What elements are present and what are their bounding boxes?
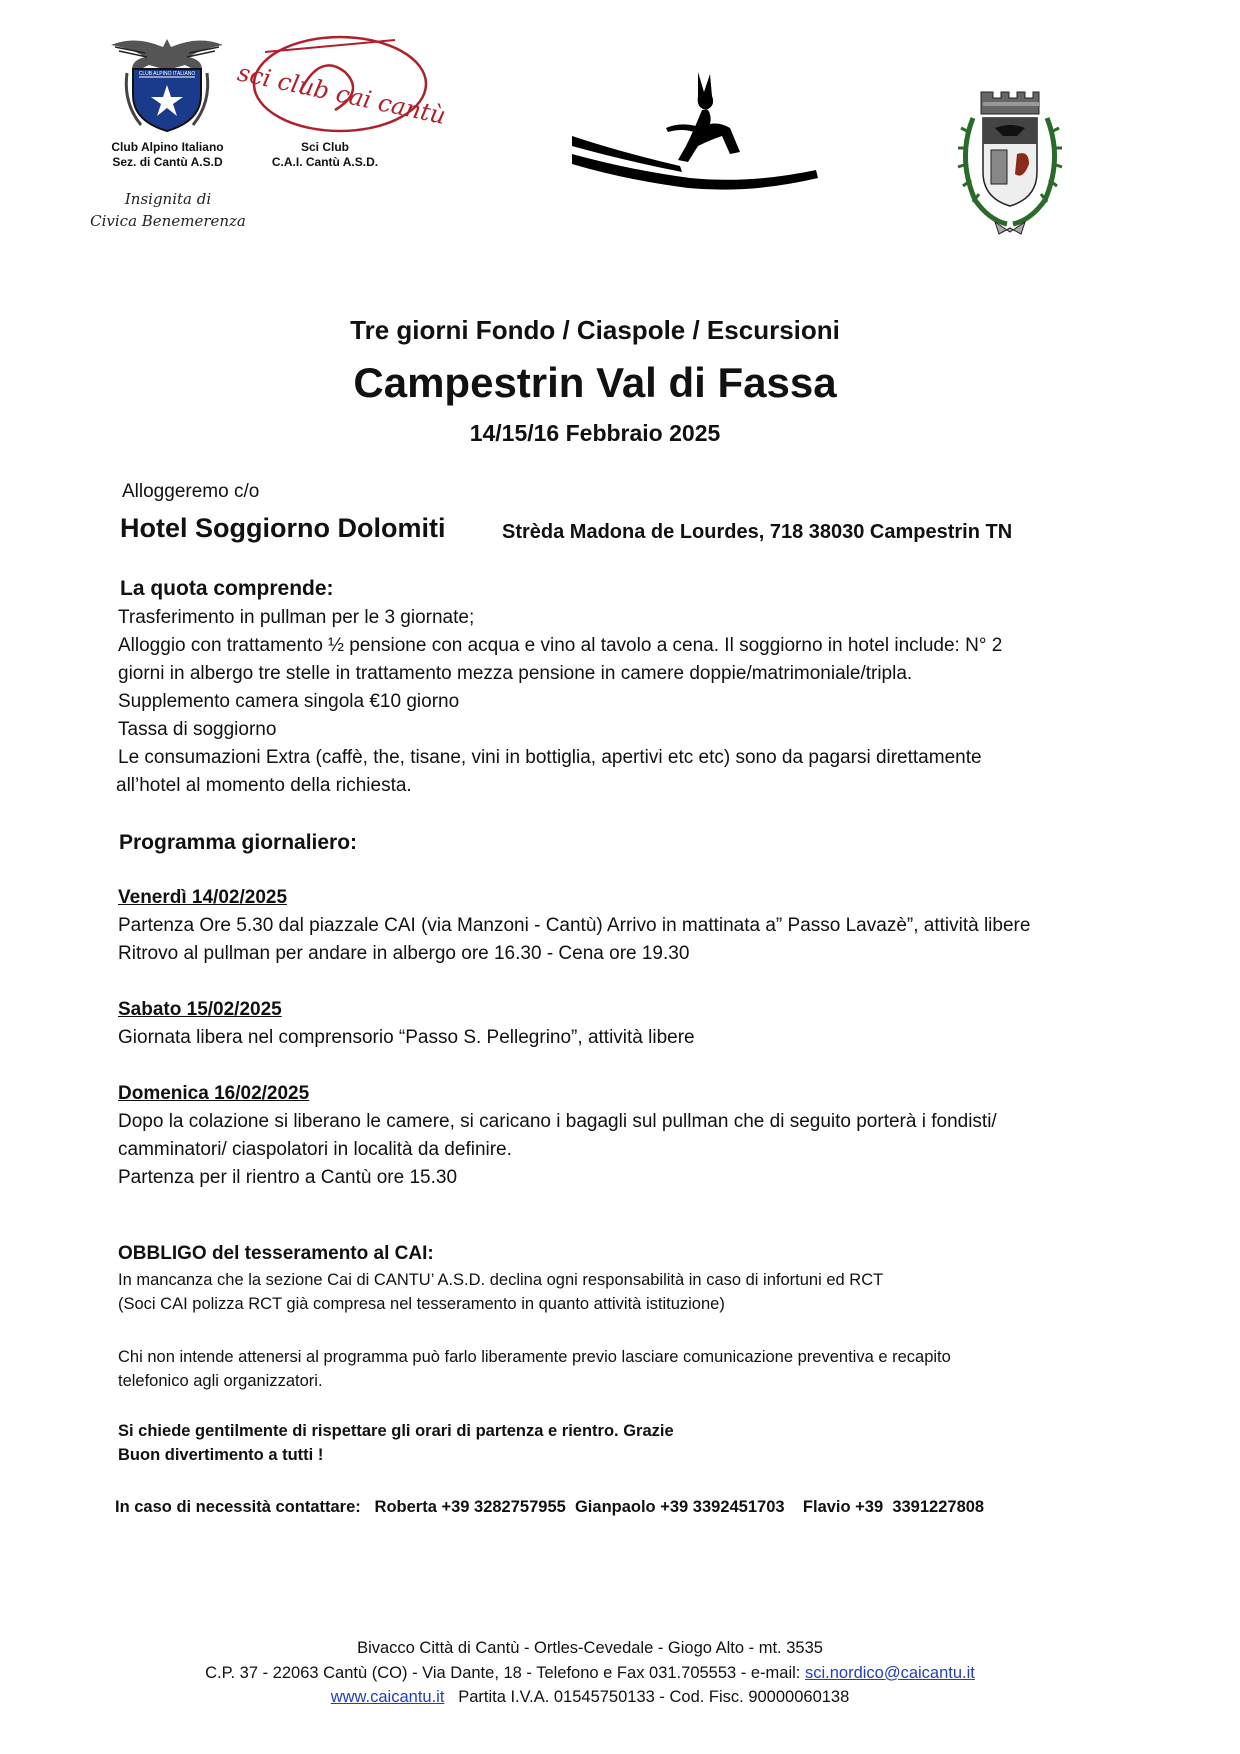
- contacts-line: [115, 1495, 1175, 1519]
- quota-list: [118, 604, 1138, 800]
- coat-of-arms-icon: [955, 88, 1065, 238]
- obbligo-heading: OBBLIGO del tesseramento al CAI:: [118, 1243, 434, 1264]
- cai-caption: [80, 140, 255, 170]
- closing-text: [118, 1419, 1158, 1467]
- sciclub-logo: [235, 32, 449, 142]
- lodging-intro: Alloggeremo c/o: [122, 481, 260, 502]
- day-line: Ritrovo al pullman per andare in albergo ore 16.30 - Cena ore 19.30: [118, 943, 690, 964]
- day-date: Domenica 16/02/2025: [118, 1083, 310, 1104]
- quota-line: giorni in albergo tre stelle in trattamento mezza pensione in camere doppie/matrimoniale/tripla.: [118, 663, 913, 684]
- program-day-sunday: [118, 1080, 1158, 1192]
- contact-roberta: Roberta +39 3282757955: [374, 1498, 566, 1516]
- skier-figure-icon: [570, 70, 820, 200]
- day-line: Dopo la colazione si liberano le camere, si caricano i bagagli sul pullman che di seguito porterà i fondisti/: [118, 1111, 997, 1132]
- day-line: camminatori/ ciaspolatori in località da definire.: [118, 1139, 512, 1160]
- cai-badge-text: CLUB ALPINO ITALIANO: [138, 71, 196, 77]
- quota-line: Alloggio con trattamento ½ pensione con acqua e vino al tavolo a cena. Il soggiorno in hotel include: N° 2: [118, 635, 1003, 656]
- skier-petroglyph: [570, 70, 820, 200]
- contact-flavio: Flavio +39 3391227808: [802, 1498, 985, 1516]
- quota-line: Trasferimento in pullman per le 3 giornate;: [118, 607, 475, 628]
- insignita-text: [78, 188, 258, 232]
- cai-logo: [105, 33, 230, 133]
- event-dates: 14/15/16 Febbraio 2025: [469, 420, 721, 446]
- closing-line2: Buon divertimento a tutti !: [118, 1446, 324, 1464]
- sciclub-logo-text: sci club cai cantù: [235, 58, 449, 130]
- obbligo-text: [118, 1268, 1158, 1316]
- footer: [0, 1636, 1180, 1710]
- quota-line: Le consumazioni Extra (caffè, the, tisane, vini in bottiglia, apertivi etc etc) sono da pagarsi direttamente: [118, 747, 982, 768]
- note-line: telefonico agli organizzatori.: [118, 1372, 323, 1390]
- hotel-address: Strèda Madona de Lourdes, 718 38030 Campestrin TN: [502, 521, 1013, 543]
- day-date: Venerdì 14/02/2025: [118, 887, 288, 908]
- quota-line: Supplemento camera singola €10 giorno: [118, 691, 460, 712]
- sciclub-oval-logo-icon: [235, 32, 449, 142]
- event-title: Campestrin Val di Fassa: [353, 359, 837, 406]
- insignita-line1: Insignita di: [124, 190, 212, 208]
- sciclub-caption: [250, 140, 400, 170]
- program-heading: Programma giornaliero:: [119, 831, 358, 854]
- quota-line: Tassa di soggiorno: [118, 719, 277, 740]
- event-subtitle: Tre giorni Fondo / Ciaspole / Escursioni: [350, 315, 840, 345]
- day-line: Partenza per il rientro a Cantù ore 15.30: [118, 1167, 458, 1188]
- sciclub-caption-line1: Sci Club: [300, 140, 349, 154]
- footer-line2: [0, 1661, 1180, 1686]
- insignita-line2: Civica Benemerenza: [90, 212, 246, 230]
- email-link[interactable]: sci.nordico@caicantu.it: [804, 1663, 975, 1682]
- website-link[interactable]: www.caicantu.it: [330, 1688, 445, 1706]
- cai-caption-line1: Club Alpino Italiano: [111, 140, 224, 154]
- footer-line3: [0, 1685, 1180, 1710]
- closing-line1: Si chiede gentilmente di rispettare gli orari di partenza e rientro. Grazie: [118, 1422, 674, 1440]
- cai-eagle-shield-icon: [105, 33, 230, 133]
- note-line: Chi non intende attenersi al programma può farlo liberamente previo lasciare comunicazione preventiva e recapito: [118, 1348, 951, 1366]
- quota-line: all’hotel al momento della richiesta.: [116, 775, 412, 796]
- footer-fiscal: Partita I.V.A. 01545750133 - Cod. Fisc. 90000060138: [458, 1688, 850, 1706]
- note-text: [118, 1345, 1158, 1393]
- obbligo-line: (Soci CAI polizza RCT già compresa nel tesseramento in quanto attività istituzione): [118, 1295, 725, 1313]
- footer-line1: Bivacco Città di Cantù - Ortles-Cevedale - Giogo Alto - mt. 3535: [357, 1639, 823, 1657]
- obbligo-line: In mancanza che la sezione Cai di CANTU’ A.S.D. declina ogni responsabilità in caso di infortuni ed RCT: [118, 1271, 884, 1289]
- day-date: Sabato 15/02/2025: [118, 999, 282, 1020]
- contact-gianpaolo: Gianpaolo +39 3392451703: [574, 1498, 785, 1516]
- program-day-saturday: [118, 996, 1158, 1052]
- hotel-name: Hotel Soggiorno Dolomiti: [120, 513, 446, 543]
- comune-coat-of-arms: [955, 88, 1065, 238]
- day-line: Giornata libera nel comprensorio “Passo S. Pellegrino”, attività libere: [118, 1027, 695, 1048]
- quota-heading: La quota comprende:: [120, 577, 334, 600]
- day-line: Partenza Ore 5.30 dal piazzale CAI (via Manzoni - Cantù) Arrivo in mattinata a” Passo Lavazè”, attività libere: [118, 915, 1031, 936]
- sciclub-caption-line2: C.A.I. Cantù A.S.D.: [271, 155, 379, 169]
- cai-caption-line2: Sez. di Cantù A.S.D: [112, 155, 223, 169]
- program-day-friday: [118, 884, 1158, 968]
- contacts-label: In caso di necessità contattare:: [115, 1498, 361, 1516]
- footer-address: C.P. 37 - 22063 Cantù (CO) - Via Dante, 18 - Telefono e Fax 031.705553 - e-mail:: [205, 1663, 801, 1682]
